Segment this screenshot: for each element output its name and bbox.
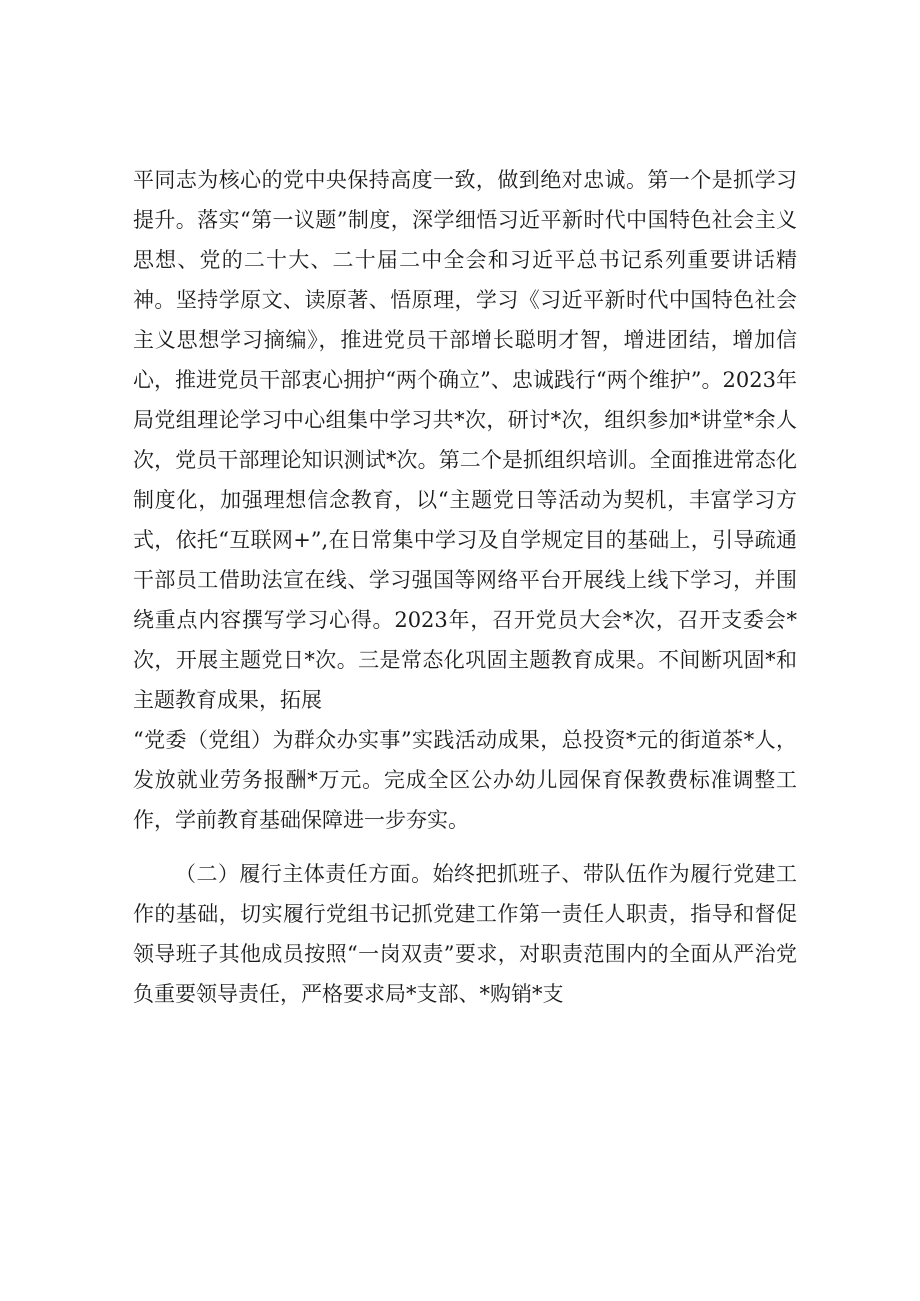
document-body bbox=[133, 160, 797, 1014]
paragraph-practice-results: “党委（党组）为群众办实事”实践活动成果，总投资*元的街道茶*人，发放就业劳务报酬*万元。完成全区公办幼儿园保育保教费标准调整工作，学前教育基础保障进一步夯实。 bbox=[133, 728, 797, 832]
paragraph-main-responsibility: （二）履行主体责任方面。始终把抓班子、带队伍作为履行党建工作的基础，切实履行党组书记抓党建工作第一责任人职责，指导和督促领导班子其他成员按照“一岗双责”要求，对职责范围内的全面从严治党负重要领导责任，严格要求局*支部、*购销*支 bbox=[133, 862, 797, 1006]
paragraph-study-training: 平同志为核心的党中央保持高度一致，做到绝对忠诚。第一个是抓学习提升。落实“第一议题”制度，深学细悟习近平新时代中国特色社会主义思想、党的二十大、二十届二中全会和习近平总书记系列重要讲话精神。坚持学原文、读原著、悟原理，学习《习近平新时代中国特色社会主义思想学习摘编》，推进党员干部增长聪明才智，增进团结，增加信心，推进党员干部衷心拥护“两个确立”、忠诚践行“两个维护”。2023年局党组理论学习中心组集中学习共*次，研讨*次，组织参加*讲堂*余人次，党员干部理论知识测试*次。第二个是抓组织培训。全面推进常态化制度化，加强理想信念教育，以“主题党日等活动为契机，丰富学习方式，依托“互联网+”,在日常集中学习及自学规定目的基础上，引导疏通干部员工借助法宣在线、学习强国等网络平台开展线上线下学习，并围绕重点内容撰写学习心得。2023年，召开党员大会*次，召开支委会*次，开展主题党日*次。三是常态化巩固主题教育成果。不间断巩固*和主题教育成果，拓展 bbox=[133, 168, 797, 712]
